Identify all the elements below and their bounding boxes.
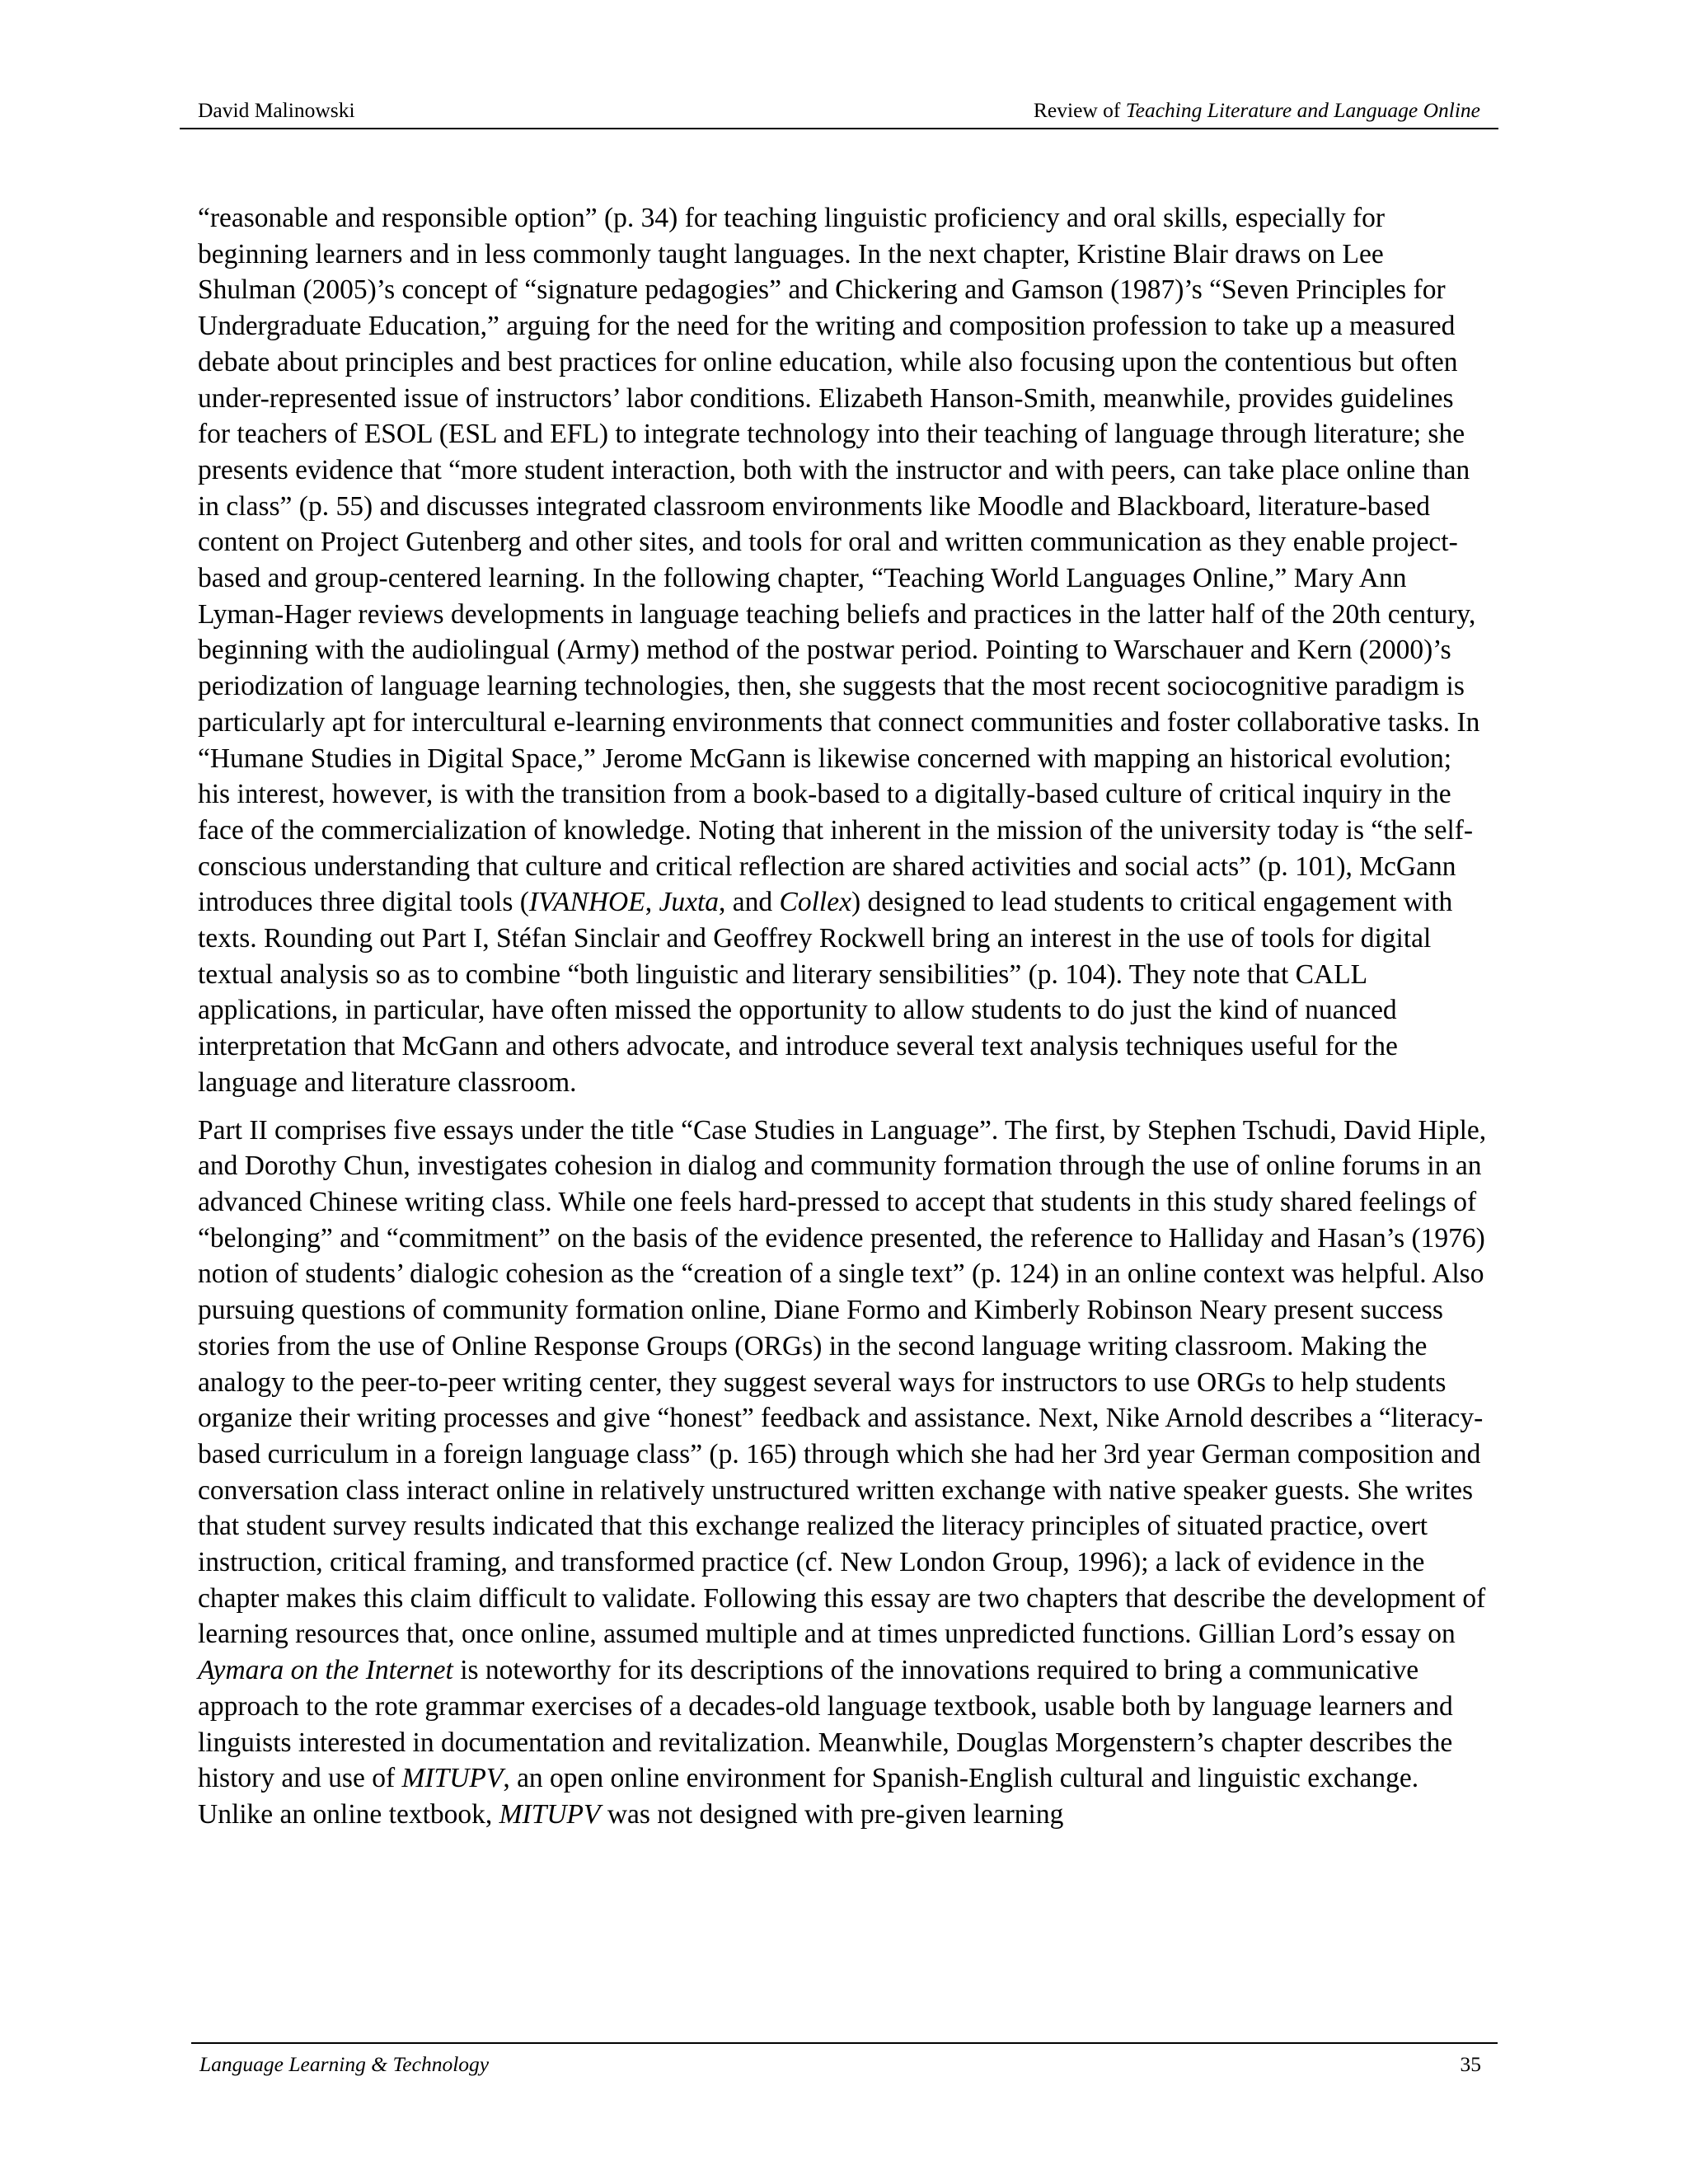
header-book-title: Teaching Literature and Language Online xyxy=(1125,98,1480,122)
italic-title-mitupv: MITUPV xyxy=(499,1798,601,1830)
header-author: David Malinowski xyxy=(198,98,355,122)
paragraph-1 xyxy=(198,200,1488,1101)
italic-title-aymara: Aymara on the Internet xyxy=(198,1655,453,1686)
text-run: , xyxy=(645,887,659,918)
paragraph-2 xyxy=(198,1113,1488,1833)
footer-journal-name: Language Learning & Technology xyxy=(199,2052,490,2076)
italic-title-mitupv: MITUPV xyxy=(401,1763,504,1794)
italic-title-ivanhoe: IVANHOE xyxy=(528,887,645,918)
header-review-title xyxy=(1034,98,1480,123)
header-review-prefix: Review of xyxy=(1033,98,1126,122)
page-number: 35 xyxy=(1460,2052,1481,2076)
italic-title-juxta: Juxta xyxy=(659,887,719,918)
text-run: ) designed to lead students to critical engagement with texts. Rounding out Part I, Stéfan Sinclair and Geoffrey Rockwell bring an interest in the use of tools for digital textual analysis so as to combine “both linguistic and literary sensibilities” (p. 104). They note that CALL applications, in particular, have often missed the opportunity to allow students to do just the kind of nuanced interpretation that McGann and others advocate, and introduce several text analysis techniques useful for the language and literature classroom. xyxy=(198,887,1453,1098)
text-run: “reasonable and responsible option” (p. 34) for teaching linguistic proficiency and oral skills, especially for beginning learners and in less commonly taught languages. In the next chapter, Kristine Blair draws on Lee Shulman (2005)’s concept of “signature pedagogies” and Chickering and Gamson (1987)’s “Seven Principles for Undergraduate Education,” arguing for the need for the writing and composition profession to take up a measured debate about principles and best practices for online education, while also focusing upon the contentious but often under-represented issue of instructors’ labor conditions. Elizabeth Hanson-Smith, meanwhile, provides guidelines for teachers of ESOL (ESL and EFL) to integrate technology into their teaching of language through literature; she presents evidence that “more student interaction, both with the instructor and with peers, can take place online than in class” (p. 55) and discusses integrated classroom environments like Moodle and Blackboard, literature-based content on Project Gutenberg and other sites, and tools for oral and written communication as they enable project-based and group-centered learning. In the following chapter, “Teaching World Languages Online,” Mary Ann Lyman-Hager reviews developments in language teaching beliefs and practices in the latter half of the 20th century, beginning with the audiolingual (Army) method of the postwar period. Pointing to Warschauer and Kern (2000)’s periodization of language learning technologies, then, she suggests that the most recent sociocognitive paradigm is particularly apt for intercultural e-learning environments that connect communities and foster collaborative tasks. In “Humane Studies in Digital Space,” Jerome McGann is likewise concerned with mapping an historical evolution; his interest, however, is with the transition from a book-based to a digitally-based culture of critical inquiry in the face of the commercialization of knowledge. Noting that inherent in the mission of the university today is “the self-conscious understanding that culture and critical reflection are shared activities and social acts” (p. 101), McGann introduces three digital tools ( xyxy=(198,203,1480,918)
text-run: , and xyxy=(719,887,780,918)
text-run: was not designed with pre-given learning xyxy=(600,1798,1064,1830)
page-header xyxy=(180,98,1498,129)
text-run: is noteworthy for its descriptions of the innovations required to bring a communicative approach to the rote grammar exercises of a decades-old language textbook, usable both by language learners and linguists interested in documentation and revitalization. Meanwhile, Douglas Morgenstern’s chapter describes the history and use of xyxy=(198,1655,1453,1794)
text-run: Part II comprises five essays under the title “Case Studies in Language”. The first, by Stephen Tschudi, David Hiple, and Dorothy Chun, investigates cohesion in dialog and community formation through the use of online forums in an advanced Chinese writing class. While one feels hard-pressed to accept that students in this study shared feelings of “belonging” and “commitment” on the basis of the evidence presented, the reference to Halliday and Hasan’s (1976) notion of students’ dialogic cohesion as the “creation of a single text” (p. 124) in an online context was helpful. Also pursuing questions of community formation online, Diane Formo and Kimberly Robinson Neary present success stories from the use of Online Response Groups (ORGs) in the second language writing classroom. Making the analogy to the peer-to-peer writing center, they suggest several ways for instructors to use ORGs to help students organize their writing processes and give “honest” feedback and assistance. Next, Nike Arnold describes a “literacy-based curriculum in a foreign language class” (p. 165) through which she had her 3rd year German composition and conversation class interact online in relatively unstructured written exchange with native speaker guests. She writes that student survey results indicated that this exchange realized the literacy principles of situated practice, overt instruction, critical framing, and transformed practice (cf. New London Group, 1996); a lack of evidence in the chapter makes this claim difficult to validate. Following this essay are two chapters that describe the development of learning resources that, once online, assumed multiple and at times unpredicted functions. Gillian Lord’s essay on xyxy=(198,1114,1487,1650)
italic-title-collex: Collex xyxy=(779,887,851,918)
text-run: , an open online environment for Spanish-English cultural and linguistic exchange. Unlike an online textbook, xyxy=(198,1763,1419,1830)
article-body xyxy=(198,200,1488,1844)
page-footer xyxy=(191,2042,1498,2076)
